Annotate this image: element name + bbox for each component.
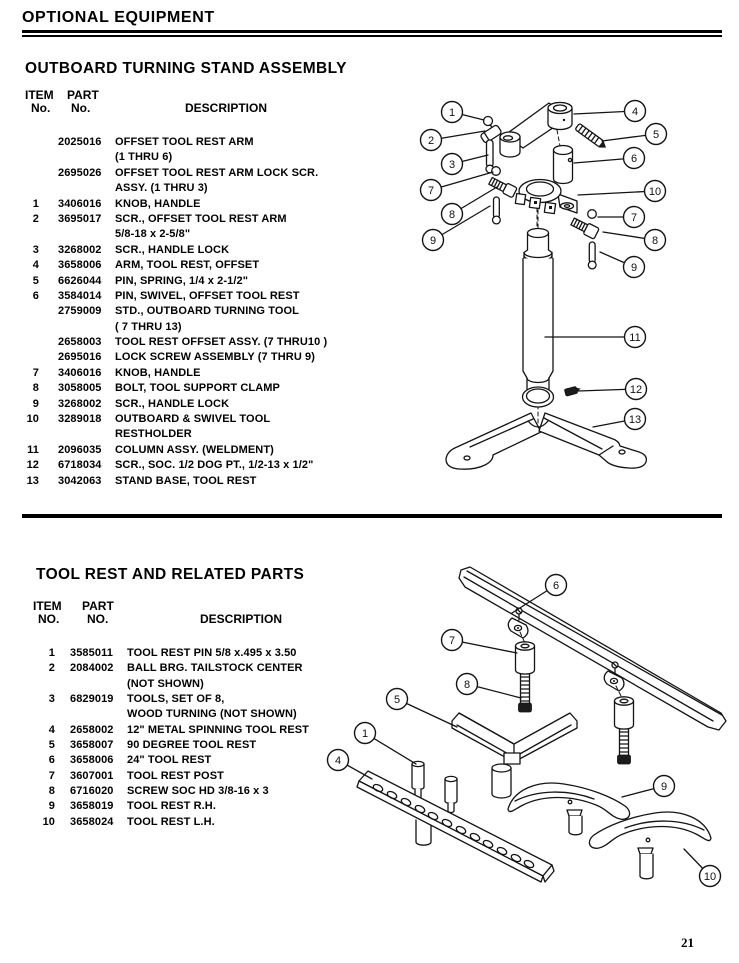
- part-no-cell: 2096035: [58, 443, 102, 456]
- part-no-cell: 3658019: [70, 800, 114, 813]
- callout-1: [442, 102, 485, 123]
- part-no-cell: 3695017: [58, 212, 102, 225]
- item-no-cell: 10: [42, 815, 55, 828]
- description-cell: 24" TOOL REST: [127, 754, 212, 767]
- right-lock-assy-part: [570, 210, 600, 269]
- callout-5: [387, 689, 458, 728]
- item-no-cell: 8: [32, 382, 39, 395]
- part-no-cell: 3406016: [58, 366, 102, 379]
- description-cell: SCREW SOC HD 3/8-16 x 3: [127, 785, 269, 798]
- description-cell: STAND BASE, TOOL REST: [115, 474, 257, 487]
- callout-6: [574, 148, 645, 169]
- svg-text:10: 10: [703, 870, 717, 883]
- description-cell: SCR., OFFSET TOOL REST ARM: [115, 212, 287, 225]
- table-row-line: [25, 754, 345, 769]
- table-row-line: [25, 136, 405, 151]
- svg-text:7: 7: [427, 184, 435, 197]
- col-part-sub: No.: [71, 101, 91, 115]
- table-row-line: [25, 678, 345, 693]
- description-cell: LOCK SCREW ASSEMBLY (7 THRU 9): [115, 351, 316, 364]
- callout-3: [442, 154, 489, 175]
- table-row-line: [25, 351, 405, 366]
- svg-text:3: 3: [448, 158, 456, 171]
- part-no-cell: 2695016: [58, 351, 102, 364]
- table-row-line: [25, 785, 345, 800]
- description-cell: PIN, SWIVEL, OFFSET TOOL REST: [115, 289, 300, 302]
- description-cell: OFFSET TOOL REST ARM LOCK SCR.: [115, 166, 319, 179]
- part-no-cell: 3268002: [58, 243, 102, 256]
- part-no-cell: 3268002: [58, 397, 102, 410]
- description-cell: KNOB, HANDLE: [115, 366, 201, 379]
- description-cell: BALL BRG. TAILSTOCK CENTER: [127, 662, 303, 675]
- description-cell: TOOL REST POST: [127, 769, 224, 782]
- table-row-line: [25, 275, 405, 290]
- description-cell: COLUMN ASSY. (WELDMENT): [115, 443, 274, 456]
- part-no-cell: 6718034: [58, 459, 102, 472]
- stand-base-part: [446, 385, 646, 469]
- table-row-line: [25, 213, 405, 228]
- description-cell: KNOB, HANDLE: [115, 197, 201, 210]
- svg-text:7: 7: [630, 211, 638, 224]
- callout-5: [602, 124, 667, 145]
- part-no-cell: 3406016: [58, 197, 102, 210]
- callout-8: [603, 230, 666, 251]
- part-no-cell: 3607001: [70, 769, 114, 782]
- item-no-cell: 1: [48, 647, 55, 659]
- table-row-line: [25, 428, 405, 443]
- table-row-line: [25, 259, 405, 274]
- svg-text:5: 5: [652, 128, 660, 141]
- col-item-label: ITEM: [25, 88, 54, 102]
- table-row-line: [25, 459, 405, 474]
- description-cell: TOOL REST R.H.: [127, 800, 217, 813]
- table-row-line: [25, 151, 405, 166]
- callout-10: [684, 849, 721, 887]
- svg-text:9: 9: [630, 261, 638, 274]
- callout-11: [545, 327, 646, 348]
- svg-text:8: 8: [651, 234, 659, 247]
- svg-text:10: 10: [648, 185, 662, 198]
- svg-text:9: 9: [660, 780, 668, 793]
- description-cell: 90 DEGREE TOOL REST: [127, 739, 257, 752]
- callout-8: [457, 674, 522, 699]
- item-no-cell: 5: [32, 274, 39, 287]
- table-row-line: [25, 708, 345, 723]
- item-no-cell: 8: [48, 785, 55, 798]
- section-divider-rule: [22, 514, 722, 518]
- svg-text:6: 6: [630, 152, 638, 165]
- tool-rest-24-part: [459, 567, 726, 730]
- item-no-cell: 12: [26, 459, 39, 472]
- page-title: OPTIONAL EQUIPMENT: [22, 9, 215, 26]
- col-desc-label: DESCRIPTION: [185, 101, 268, 115]
- part-no-cell: 3042063: [58, 474, 102, 487]
- item-no-cell: 6: [32, 289, 39, 302]
- parts-table-tool-rest: [25, 647, 345, 831]
- part-no-cell: 2658003: [58, 336, 102, 349]
- callout-10: [578, 181, 666, 202]
- parts-table-outboard-stand: [25, 136, 405, 490]
- item-no-cell: 7: [32, 366, 39, 379]
- description-cell: ARM, TOOL REST, OFFSET: [115, 259, 260, 272]
- svg-text:2: 2: [427, 134, 435, 147]
- table-row-line: [25, 228, 405, 243]
- description-cell: STD., OUTBOARD TURNING TOOL: [115, 305, 299, 318]
- description-cell: TOOL REST OFFSET ASSY. (7 THRU10 ): [115, 336, 328, 349]
- item-no-cell: 4: [32, 259, 39, 272]
- page-number: 21: [681, 935, 694, 950]
- col-part-label: PART: [82, 599, 114, 613]
- item-no-cell: 5: [48, 739, 55, 752]
- svg-text:11: 11: [629, 331, 641, 344]
- part-no-cell: 3289018: [58, 413, 102, 426]
- description-cell: OFFSET TOOL REST ARM: [115, 136, 254, 148]
- table-row-line: [25, 800, 345, 815]
- table-row-line: [25, 444, 405, 459]
- col-part-label: PART: [67, 88, 99, 102]
- callout-12: [578, 379, 647, 400]
- svg-text:7: 7: [448, 634, 456, 647]
- svg-text:8: 8: [463, 678, 471, 691]
- table-row-line: [25, 336, 405, 351]
- table-row-line: [25, 182, 405, 197]
- part-no-cell: 2084002: [70, 662, 114, 675]
- svg-text:6: 6: [552, 579, 560, 592]
- description-cell: 12" METAL SPINNING TOOL REST: [127, 723, 310, 736]
- table-header-1: [25, 88, 325, 116]
- part-no-cell: 3658006: [58, 259, 102, 272]
- svg-text:5: 5: [393, 693, 401, 706]
- item-no-cell: 13: [26, 474, 39, 487]
- column-part: [523, 210, 553, 395]
- col-part-sub: NO.: [87, 612, 109, 626]
- description-cell: TOOLS, SET OF 8,: [127, 693, 225, 706]
- table-row-line: [25, 321, 405, 336]
- section-title-outboard-stand: OUTBOARD TURNING STAND ASSEMBLY: [25, 60, 347, 77]
- part-no-cell: 2025016: [58, 136, 102, 148]
- left-lock-assy-part: [488, 167, 517, 224]
- col-item-sub: No.: [31, 101, 51, 115]
- item-no-cell: 9: [48, 800, 55, 813]
- part-no-cell: 2695026: [58, 166, 102, 179]
- callout-9: [600, 252, 645, 278]
- table-row-line: [25, 244, 405, 259]
- table-row-line: [25, 290, 405, 305]
- svg-text:4: 4: [334, 754, 342, 767]
- table-row-line: [25, 647, 345, 662]
- col-item-label: ITEM: [33, 599, 62, 613]
- part-no-cell: 3658024: [70, 815, 114, 828]
- table-row-line: [25, 693, 345, 708]
- table-row-line: [25, 382, 405, 397]
- part-no-cell: 6626044: [58, 274, 102, 287]
- description-cell: OUTBOARD & SWIVEL TOOL: [115, 413, 271, 426]
- description-cell: SCR., HANDLE LOCK: [115, 397, 230, 410]
- callout-7: [598, 207, 645, 228]
- description-cell: TOOL REST PIN 5/8 x.495 x 3.50: [127, 647, 297, 659]
- table-row-line: [25, 475, 405, 490]
- description-cell: SCR., HANDLE LOCK: [115, 243, 230, 256]
- item-no-cell: 11: [27, 443, 39, 456]
- item-no-cell: 2: [32, 212, 39, 225]
- table-row-line: [25, 398, 405, 413]
- description-cell: PIN, SPRING, 1/4 x 2-1/2": [115, 274, 249, 287]
- description-cell: TOOL REST L.H.: [127, 815, 215, 828]
- callout-9: [622, 776, 675, 798]
- callout-13: [593, 409, 646, 430]
- item-no-cell: 7: [48, 769, 55, 782]
- table-row-line: [25, 167, 405, 182]
- svg-text:1: 1: [361, 727, 369, 740]
- item-no-cell: 3: [48, 693, 55, 706]
- table-row-line: [25, 305, 405, 320]
- swivel-pin-part: [554, 146, 573, 184]
- callout-1: [355, 723, 417, 765]
- header-double-rule: [22, 30, 722, 37]
- item-no-cell: 3: [32, 243, 39, 256]
- item-no-cell: 10: [26, 413, 39, 426]
- knob-handle-part: [484, 117, 494, 129]
- description-cell: (1 THRU 6): [115, 151, 173, 164]
- description-cell: BOLT, TOOL SUPPORT CLAMP: [115, 382, 280, 395]
- table-row-line: [25, 816, 345, 831]
- callout-7: [442, 630, 518, 654]
- part-no-cell: 3584014: [58, 289, 102, 302]
- part-no-cell: 3658007: [70, 739, 114, 752]
- part-no-cell: 6716020: [70, 785, 114, 798]
- table-row-line: [25, 739, 345, 754]
- table-row-line: [25, 367, 405, 382]
- svg-text:9: 9: [429, 234, 437, 247]
- col-desc-label: DESCRIPTION: [200, 612, 283, 626]
- table-row-line: [25, 724, 345, 739]
- callout-2: [421, 130, 486, 151]
- svg-text:1: 1: [448, 106, 456, 119]
- table-row-line: [25, 413, 405, 428]
- item-no-cell: 2: [48, 662, 55, 675]
- svg-text:12: 12: [629, 383, 643, 396]
- restholder-clamp-part: [515, 180, 577, 229]
- part-no-cell: 2759009: [58, 305, 102, 318]
- svg-text:13: 13: [628, 413, 642, 426]
- description-cell: ASSY. (1 THRU 3): [115, 182, 208, 195]
- tool-rest-exploded-diagram: [320, 560, 739, 910]
- description-cell: (NOT SHOWN): [127, 677, 204, 690]
- part-no-cell: 2658002: [70, 723, 114, 736]
- table-row-line: [25, 662, 345, 677]
- description-cell: WOOD TURNING (NOT SHOWN): [127, 708, 297, 721]
- outboard-stand-exploded-diagram: [420, 85, 739, 485]
- part-no-cell: 3658006: [70, 754, 114, 767]
- item-no-cell: 6: [48, 754, 55, 767]
- item-no-cell: 1: [32, 197, 39, 210]
- table-row-line: [25, 770, 345, 785]
- description-cell: SCR., SOC. 1/2 DOG PT., 1/2-13 x 1/2": [115, 459, 314, 472]
- section-title-tool-rest: TOOL REST AND RELATED PARTS: [36, 566, 305, 583]
- svg-text:8: 8: [448, 208, 456, 221]
- part-no-cell: 3058005: [58, 382, 102, 395]
- description-cell: RESTHOLDER: [115, 428, 192, 441]
- rest-lh-part: [589, 812, 711, 879]
- description-cell: ( 7 THRU 13): [115, 320, 182, 333]
- table-header-2: [25, 599, 345, 627]
- part-no-cell: 6829019: [70, 693, 114, 706]
- item-no-cell: 4: [48, 723, 55, 736]
- col-item-sub: NO.: [38, 612, 60, 626]
- callout-4: [574, 101, 646, 122]
- callout-4: [328, 750, 373, 780]
- spring-pin-part: [575, 123, 608, 150]
- description-cell: 5/8-18 x 2-5/8": [115, 228, 191, 241]
- table-row-line: [25, 198, 405, 213]
- item-no-cell: 9: [32, 397, 39, 410]
- part-no-cell: 3585011: [70, 647, 113, 659]
- svg-text:4: 4: [631, 105, 639, 118]
